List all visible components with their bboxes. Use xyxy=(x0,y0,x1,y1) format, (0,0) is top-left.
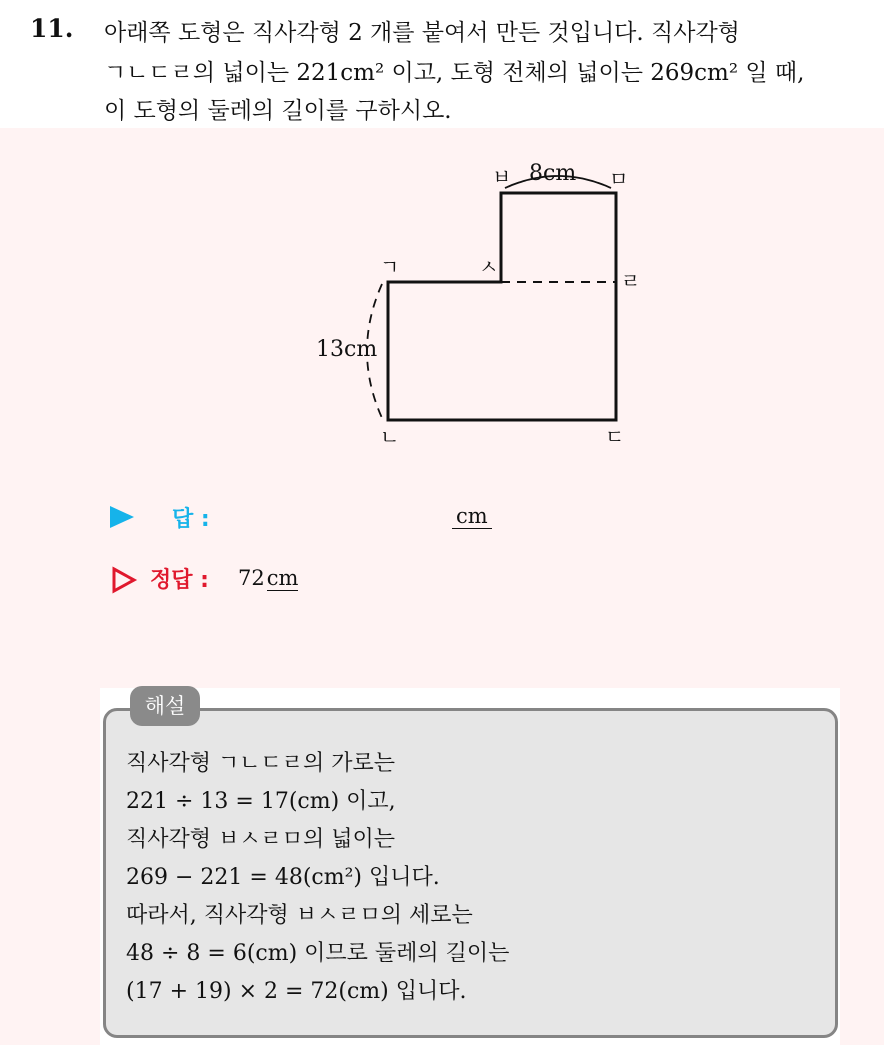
answer-row xyxy=(110,500,530,536)
explanation-line: 직사각형 ㄱㄴㄷㄹ의 가로는 xyxy=(126,751,396,776)
figure-outline xyxy=(388,193,616,420)
background-tint xyxy=(840,688,884,1045)
explanation-tag: 해설 xyxy=(130,686,200,726)
explanation-line: 따라서, 직사각형 ㅂㅅㄹㅁ의 세로는 xyxy=(126,903,473,928)
explanation-line: (17 + 19) × 2 = 72(cm) 입니다. xyxy=(126,979,467,1004)
question-line: 이 도형의 둘레의 길이를 구하시오. xyxy=(104,98,452,124)
question-line: 아래쪽 도형은 직사각형 2 개를 붙여서 만든 것입니다. 직사각형 xyxy=(104,20,740,46)
outline-play-icon xyxy=(110,566,138,594)
geometry-figure xyxy=(300,150,660,450)
correct-value: 72 xyxy=(238,566,265,590)
top-width-label: 8cm xyxy=(529,161,577,186)
vertex-label-f: ㅂ xyxy=(492,165,512,189)
correct-label: 정답 : xyxy=(150,568,209,593)
correct-unit: cm xyxy=(266,566,299,590)
vertex-label-d: ㄹ xyxy=(621,269,641,293)
explanation-line: 48 ÷ 8 = 6(cm) 이므로 둘레의 길이는 xyxy=(126,941,510,966)
correct-answer-row xyxy=(110,562,410,598)
explanation-line: 221 ÷ 13 = 17(cm) 이고, xyxy=(126,789,396,814)
vertex-label-b: ㄴ xyxy=(380,425,400,449)
correct-value-wrap xyxy=(238,566,298,590)
question-number: 11. xyxy=(30,14,74,43)
answer-unit: cm xyxy=(452,504,492,529)
explanation-line: 직사각형 ㅂㅅㄹㅁ의 넓이는 xyxy=(126,827,396,852)
answer-label: 답 : xyxy=(172,507,210,532)
background-tint xyxy=(0,688,100,1045)
vertex-label-e: ㅁ xyxy=(609,167,629,191)
vertex-label-c: ㄷ xyxy=(605,425,625,449)
vertex-label-a: ㄱ xyxy=(380,255,400,279)
play-icon xyxy=(110,506,134,528)
vertex-label-g: ㅅ xyxy=(479,255,499,279)
question-line: ㄱㄴㄷㄹ의 넓이는 221cm² 이고, 도형 전체의 넓이는 269cm² 일 때, xyxy=(104,60,805,86)
left-height-label: 13cm xyxy=(316,337,378,362)
explanation-line: 269 − 221 = 48(cm²) 입니다. xyxy=(126,865,440,890)
figure-svg xyxy=(300,150,660,450)
